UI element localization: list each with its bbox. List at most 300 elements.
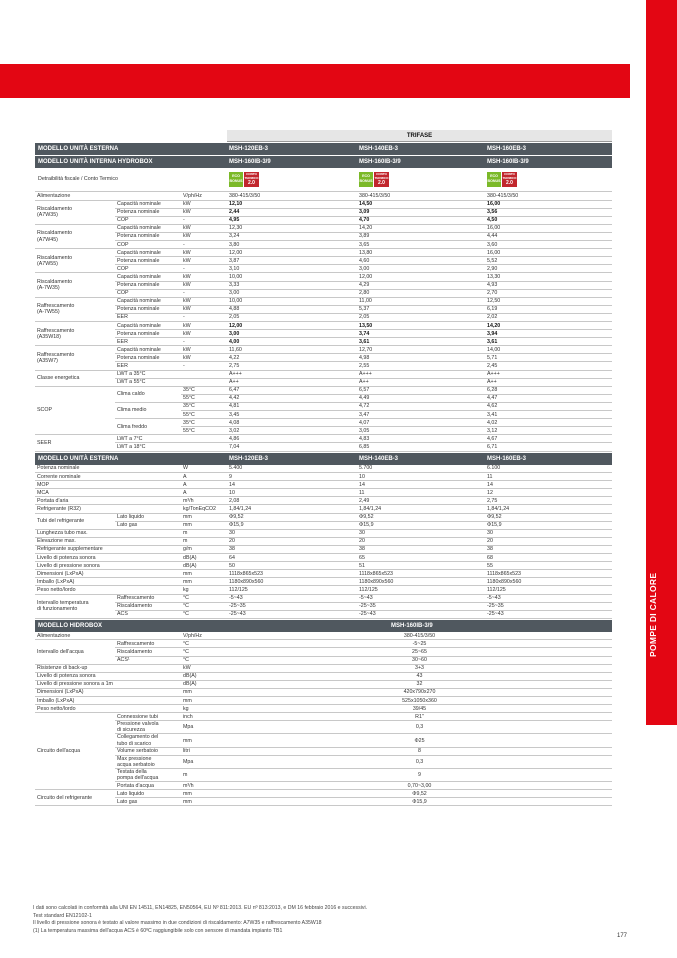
- table-row: [35, 602, 612, 610]
- table-cell: 3,60: [485, 241, 612, 249]
- table-cell: [115, 672, 181, 680]
- table-row: [35, 537, 612, 545]
- table-cell: Max pressione acqua serbatoio: [115, 755, 181, 768]
- table-cell: 4,95: [227, 216, 357, 224]
- table-row: [35, 610, 612, 618]
- table-row: [35, 594, 612, 602]
- table-cell: 3,56: [485, 208, 612, 216]
- table-cell: Collegamento del tubo di scarico: [115, 734, 181, 747]
- footnote: Il livello di pressione sonora è testato al valore massimo in due condizioni di riscaldamento: A7W35 e raffrescamento A35W18: [33, 920, 322, 926]
- table-cell: 3,10: [227, 265, 357, 273]
- table-cell: 4,02: [485, 419, 612, 427]
- table-cell: m: [181, 529, 227, 537]
- table-cell: Raffrescamento (A-7W55): [35, 297, 115, 321]
- table-cell: 3,80: [227, 241, 357, 249]
- table-cell: 35°C: [181, 386, 227, 394]
- table-row: [35, 562, 612, 570]
- table-cell: 525x1050x360: [227, 697, 612, 705]
- table-cell: 4,67: [485, 435, 612, 443]
- table-cell: Raffrescamento (A35W7): [35, 346, 115, 370]
- table-cell: 3,00: [227, 330, 357, 338]
- table-cell: kW: [181, 305, 227, 313]
- table-cell: 2,05: [227, 313, 357, 321]
- table-cell: kW: [181, 273, 227, 281]
- table-cell: Capacità nominale: [115, 224, 181, 232]
- table-row: [35, 705, 612, 713]
- table-cell: Potenza nominale: [115, 354, 181, 362]
- table-cell: A++: [485, 378, 612, 386]
- table-cell: 1,84/1,24: [357, 505, 485, 513]
- table-cell: 8: [227, 747, 612, 755]
- table-cell: -: [181, 338, 227, 346]
- table-cell: -: [181, 289, 227, 297]
- table-cell: 0,70~3,00: [227, 782, 612, 790]
- table-cell: Livello di pressione sonora: [35, 562, 115, 570]
- table-cell: 380-415/3/50: [227, 192, 357, 200]
- table-cell: Alimentazione: [35, 192, 115, 200]
- table-cell: 4,00: [227, 338, 357, 346]
- table-cell: 2,05: [357, 313, 485, 321]
- table-cell: 4,93: [485, 281, 612, 289]
- trifase-header: TRIFASE: [227, 130, 612, 142]
- table-cell: 4,07: [357, 419, 485, 427]
- table-cell: 55°C: [181, 411, 227, 419]
- table-cell: [115, 529, 181, 537]
- table-cell: 16,00: [485, 224, 612, 232]
- table-cell: Lunghezza tubo max.: [35, 529, 115, 537]
- table-cell: 30: [485, 529, 612, 537]
- table-cell: 9: [227, 473, 357, 481]
- table-cell: Φ15,9: [485, 521, 612, 529]
- page-number: 177: [617, 933, 628, 939]
- table-cell: Tubi del refrigerante: [35, 513, 115, 529]
- table-row: [35, 489, 612, 497]
- table-cell: Pressione valvola di sicurezza: [115, 721, 181, 734]
- table-cell: kW: [181, 208, 227, 216]
- table-cell: °C: [181, 602, 227, 610]
- internal-unit-band: [35, 156, 612, 168]
- table-cell: 2,75: [485, 497, 612, 505]
- table-cell: 3,61: [485, 338, 612, 346]
- table-cell: 12,00: [357, 273, 485, 281]
- table-cell: Φ15,9: [227, 798, 612, 806]
- table-cell: Φ9,52: [485, 513, 612, 521]
- table-cell: 65: [357, 554, 485, 562]
- table-cell: EER: [115, 362, 181, 370]
- table-row: [35, 790, 612, 798]
- table-cell: [181, 435, 227, 443]
- table-row: [35, 241, 612, 249]
- table-row: [35, 648, 612, 656]
- table-row: [35, 529, 612, 537]
- table-cell: 5,52: [485, 257, 612, 265]
- table-row: [35, 656, 612, 664]
- table-cell: Raffrescamento (A35W18): [35, 322, 115, 346]
- table-cell: [115, 537, 181, 545]
- table-cell: A: [181, 473, 227, 481]
- table-cell: LWT a 55°C: [115, 378, 181, 386]
- table-cell: 3,02: [227, 427, 357, 435]
- table-cell: Connessione tubi: [115, 713, 181, 721]
- model-2: MSH-160IB-3/9: [359, 159, 401, 165]
- table-cell: Peso netto/lordo: [35, 705, 115, 713]
- table-cell: -25~43: [357, 610, 485, 618]
- table-cell: 2,70: [485, 289, 612, 297]
- table-cell: 38: [227, 545, 357, 553]
- table-cell: -: [181, 362, 227, 370]
- footnote: I dati sono calcolati in conformità alla UNI EN 14511, EN14825, EN50564, EU Nº 811:2013. EU nº 813:2013, e DM 16 febbraio 2016 e successivi.: [33, 905, 368, 911]
- table-cell: 55°C: [181, 427, 227, 435]
- table-cell: Lato liquido: [115, 790, 181, 798]
- table-row: [35, 346, 612, 354]
- table-cell: °C: [181, 610, 227, 618]
- table-cell: Testata della pompa dell'acqua: [115, 768, 181, 781]
- table-cell: Intervallo dell'acqua: [35, 640, 115, 664]
- table-cell: 20: [227, 537, 357, 545]
- side-tab-label: POMPE DI CALORE: [648, 572, 658, 658]
- table-cell: Raffrescamento: [115, 594, 181, 602]
- table-cell: 380-415/3/50: [227, 632, 612, 640]
- table-cell: Livello di potenza sonora: [35, 554, 115, 562]
- table-cell: A: [181, 489, 227, 497]
- model-1: MSH-120EB-3: [229, 455, 269, 462]
- table-cell: kg: [181, 705, 227, 713]
- table-cell: 4,50: [485, 216, 612, 224]
- table-cell: 4,72: [357, 402, 485, 410]
- table-cell: [115, 505, 181, 513]
- table-cell: 14: [485, 481, 612, 489]
- table-cell: [115, 481, 181, 489]
- table-cell: Φ15,9: [227, 521, 357, 529]
- table-cell: SCOP: [35, 386, 115, 435]
- table-cell: 6,19: [485, 305, 612, 313]
- table-cell: 2,02: [485, 313, 612, 321]
- table-row: [35, 208, 612, 216]
- table-cell: °C: [181, 640, 227, 648]
- table-cell: Riscaldamento (A7W45): [35, 224, 115, 248]
- table-cell: 4,60: [357, 257, 485, 265]
- table-cell: [115, 697, 181, 705]
- table-cell: 51: [357, 562, 485, 570]
- table-cell: Livello di pressione sonora a 1m: [35, 680, 115, 688]
- table-cell: °C: [181, 656, 227, 664]
- table-cell: 1180x890x560: [485, 578, 612, 586]
- table-row: [35, 435, 612, 443]
- table-row: [35, 200, 612, 208]
- table-row: [35, 465, 612, 473]
- table-cell: 4,86: [227, 435, 357, 443]
- table-cell: [115, 632, 181, 640]
- table-cell: Mpa: [181, 721, 227, 734]
- table-cell: Clima freddo: [115, 419, 181, 435]
- table-cell: Riscaldamento: [115, 602, 181, 610]
- table-cell: Dimensioni (LxPxA): [35, 570, 115, 578]
- table-cell: 1118x865x523: [227, 570, 357, 578]
- table-row: [35, 281, 612, 289]
- table-cell: 3,94: [485, 330, 612, 338]
- table-cell: 64: [227, 554, 357, 562]
- table-cell: mm: [181, 734, 227, 747]
- table-row: [35, 481, 612, 489]
- table-cell: A++: [357, 378, 485, 386]
- table-cell: Intervallo temperatura di funzionamento: [35, 594, 115, 618]
- table-cell: 1180x890x560: [227, 578, 357, 586]
- table-cell: [115, 705, 181, 713]
- table-cell: kg/TonEqCO2: [181, 505, 227, 513]
- table-cell: 11,60: [227, 346, 357, 354]
- table-cell: inch: [181, 713, 227, 721]
- table-cell: 12,00: [227, 249, 357, 257]
- table-cell: 3,05: [357, 427, 485, 435]
- table-cell: [115, 473, 181, 481]
- table-cell: 4,62: [485, 402, 612, 410]
- table-row: [35, 402, 612, 410]
- table-cell: [115, 497, 181, 505]
- table-cell: 3,47: [357, 411, 485, 419]
- table-cell: Riscaldamento (A7W35): [35, 200, 115, 224]
- table-cell: 2,49: [357, 497, 485, 505]
- table-cell: 4,83: [357, 435, 485, 443]
- hydrobox-band: [35, 620, 612, 632]
- performance-table: [35, 192, 612, 452]
- table-cell: mm: [181, 697, 227, 705]
- table-cell: SEER: [35, 435, 115, 451]
- table-cell: °C: [181, 648, 227, 656]
- table-cell: 32: [227, 680, 612, 688]
- table-cell: 14,00: [485, 346, 612, 354]
- table-cell: -25~43: [227, 610, 357, 618]
- table-row: [35, 664, 612, 672]
- table-cell: dB(A): [181, 680, 227, 688]
- table-cell: COP: [115, 289, 181, 297]
- table-cell: 14,20: [485, 322, 612, 330]
- table-cell: [115, 586, 181, 594]
- table-cell: m: [181, 537, 227, 545]
- table-cell: ACS: [115, 610, 181, 618]
- table-cell: -: [181, 265, 227, 273]
- table-cell: Mpa: [181, 755, 227, 768]
- table-cell: Peso netto/lordo: [35, 586, 115, 594]
- table-cell: mm: [181, 521, 227, 529]
- table-cell: A: [181, 481, 227, 489]
- table-cell: 38: [485, 545, 612, 553]
- table-cell: Elevazione max.: [35, 537, 115, 545]
- table-cell: 20: [485, 537, 612, 545]
- table-cell: Refrigerante (R32): [35, 505, 115, 513]
- table-cell: -5~43: [227, 594, 357, 602]
- model-2: MSH-140EB-3: [359, 455, 399, 462]
- table-row: [35, 721, 612, 734]
- table-cell: 3,87: [227, 257, 357, 265]
- table-cell: 2,45: [485, 362, 612, 370]
- table-cell: [115, 570, 181, 578]
- table-cell: Potenza nominale: [115, 208, 181, 216]
- table-cell: A+++: [227, 370, 357, 378]
- table-cell: 3,33: [227, 281, 357, 289]
- table-cell: 55°C: [181, 394, 227, 402]
- table-cell: 16,00: [485, 200, 612, 208]
- table-cell: -25~35: [227, 602, 357, 610]
- table-cell: Capacità nominale: [115, 322, 181, 330]
- table-cell: V/ph/Hz: [181, 632, 227, 640]
- table-cell: 6,57: [357, 386, 485, 394]
- table-cell: Lato gas: [115, 798, 181, 806]
- table-cell: 4,08: [227, 419, 357, 427]
- table-row: [35, 289, 612, 297]
- model-3: MSH-160EB-3: [487, 146, 527, 152]
- table-cell: mm: [181, 688, 227, 696]
- table-cell: kW: [181, 330, 227, 338]
- table-cell: 14,20: [357, 224, 485, 232]
- table-row: [35, 782, 612, 790]
- table-cell: R1": [227, 713, 612, 721]
- table-row: [35, 640, 612, 648]
- table-cell: Φ9,52: [227, 513, 357, 521]
- table-cell: 4,98: [357, 354, 485, 362]
- table-cell: V/ph/Hz: [181, 192, 227, 200]
- table-cell: A+++: [357, 370, 485, 378]
- table-cell: dB(A): [181, 672, 227, 680]
- table-cell: -5~25: [227, 640, 612, 648]
- model-hydrobox: MSH-160IB-3/9: [391, 622, 433, 629]
- tax-deduction-row: [35, 168, 612, 192]
- table-row: [35, 747, 612, 755]
- table-row: [35, 443, 612, 451]
- table-cell: 1,84/1,24: [227, 505, 357, 513]
- table-cell: 12,00: [227, 322, 357, 330]
- band-label: MODELLO UNITÀ INTERNA HYDROBOX: [38, 159, 153, 165]
- table-row: [35, 297, 612, 305]
- table-cell: 16,00: [485, 249, 612, 257]
- table-cell: COP: [115, 241, 181, 249]
- table-row: [35, 768, 612, 781]
- table-cell: Circuito dell'acqua: [35, 713, 115, 790]
- table-cell: Clima medio: [115, 402, 181, 418]
- table-cell: 6,85: [357, 443, 485, 451]
- table-cell: [115, 562, 181, 570]
- table-cell: 3,74: [357, 330, 485, 338]
- table-cell: 2,80: [357, 289, 485, 297]
- table-cell: Raffrescamento: [115, 640, 181, 648]
- table-cell: 0,3: [227, 755, 612, 768]
- table-cell: Circuito del refrigerante: [35, 790, 115, 806]
- table-cell: Potenza nominale: [115, 330, 181, 338]
- table-cell: 4,29: [357, 281, 485, 289]
- table-cell: 9: [227, 768, 612, 781]
- table-row: [35, 578, 612, 586]
- table-cell: -5~43: [357, 594, 485, 602]
- table-cell: [181, 370, 227, 378]
- table-row: [35, 232, 612, 240]
- table-cell: 11,00: [357, 297, 485, 305]
- table-cell: 4,49: [357, 394, 485, 402]
- table-cell: EER: [115, 313, 181, 321]
- table-row: [35, 273, 612, 281]
- table-cell: 7,04: [227, 443, 357, 451]
- table-cell: kW: [181, 346, 227, 354]
- table-row: [35, 224, 612, 232]
- table-cell: Φ25: [227, 734, 612, 747]
- table-cell: Imballo (LxPxA): [35, 578, 115, 586]
- table-cell: LWT a 35°C: [115, 370, 181, 378]
- table-cell: mm: [181, 578, 227, 586]
- table-cell: Lato liquido: [115, 513, 181, 521]
- table-cell: COP: [115, 216, 181, 224]
- table-cell: Refrigerante supplementare: [35, 545, 115, 553]
- table-cell: Volume serbatoio: [115, 747, 181, 755]
- table-cell: Φ15,9: [357, 521, 485, 529]
- table-row: [35, 497, 612, 505]
- table-cell: 4,70: [357, 216, 485, 224]
- table-row: [35, 370, 612, 378]
- table-cell: Risistenze di back-up: [35, 664, 115, 672]
- table-cell: 1180x890x560: [357, 578, 485, 586]
- table-cell: Capacità nominale: [115, 346, 181, 354]
- table-cell: 380-415/3/50: [485, 192, 612, 200]
- table-cell: 1118x865x523: [485, 570, 612, 578]
- performance-section: [35, 130, 612, 806]
- table-cell: 380-415/3/50: [357, 192, 485, 200]
- model-1: MSH-160IB-3/9: [229, 159, 271, 165]
- table-cell: mm: [181, 513, 227, 521]
- table-cell: kW: [181, 297, 227, 305]
- table-cell: Clima caldo: [115, 386, 181, 402]
- table-cell: kg: [181, 586, 227, 594]
- table-cell: 13,80: [357, 249, 485, 257]
- table-cell: A++: [227, 378, 357, 386]
- table-cell: 3,41: [485, 411, 612, 419]
- table-cell: kW: [181, 257, 227, 265]
- table-cell: 5.700: [357, 465, 485, 473]
- table-cell: Dimensioni (LxPxA): [35, 688, 115, 696]
- footnote: (1) La temperatura massima dell'acqua ACS è 60ºC raggiungibile solo con sensore di mandata impianto TB1: [33, 927, 283, 934]
- table-row: [35, 338, 612, 346]
- table-cell: 6.100: [485, 465, 612, 473]
- table-cell: LWT a 7°C: [115, 435, 181, 443]
- eco-bonus-badge: ECO BONUS CONTO TERMICO 2.0: [229, 172, 259, 186]
- table-cell: Φ9,52: [357, 513, 485, 521]
- table-cell: W: [181, 465, 227, 473]
- table-cell: 68: [485, 554, 612, 562]
- table-cell: [115, 680, 181, 688]
- table-row: [35, 265, 612, 273]
- table-cell: dB(A): [181, 554, 227, 562]
- table-cell: Imballo (LxPxA): [35, 697, 115, 705]
- table-cell: litri: [181, 747, 227, 755]
- table-cell: mm: [181, 798, 227, 806]
- table-cell: 3,24: [227, 232, 357, 240]
- table-cell: 1,84/1,24: [485, 505, 612, 513]
- table-cell: [181, 443, 227, 451]
- table-cell: 38: [357, 545, 485, 553]
- hydrobox-table: [35, 632, 612, 807]
- table-cell: 3,65: [357, 241, 485, 249]
- table-cell: mm: [181, 790, 227, 798]
- tax-deduction-label: Detraibilità fiscale / Conto Termico: [38, 176, 118, 182]
- footnote: Test standard EN12102-1: [33, 912, 92, 919]
- table-cell: Potenza nominale: [115, 281, 181, 289]
- table-cell: 39/45: [227, 705, 612, 713]
- table-cell: Riscaldamento (A7W55): [35, 249, 115, 273]
- table-cell: 10: [357, 473, 485, 481]
- table-cell: -25~35: [357, 602, 485, 610]
- table-row: [35, 473, 612, 481]
- table-cell: 2,08: [227, 497, 357, 505]
- table-cell: kW: [181, 200, 227, 208]
- table-cell: EER: [115, 338, 181, 346]
- table-cell: Capacità nominale: [115, 273, 181, 281]
- table-cell: m: [181, 768, 227, 781]
